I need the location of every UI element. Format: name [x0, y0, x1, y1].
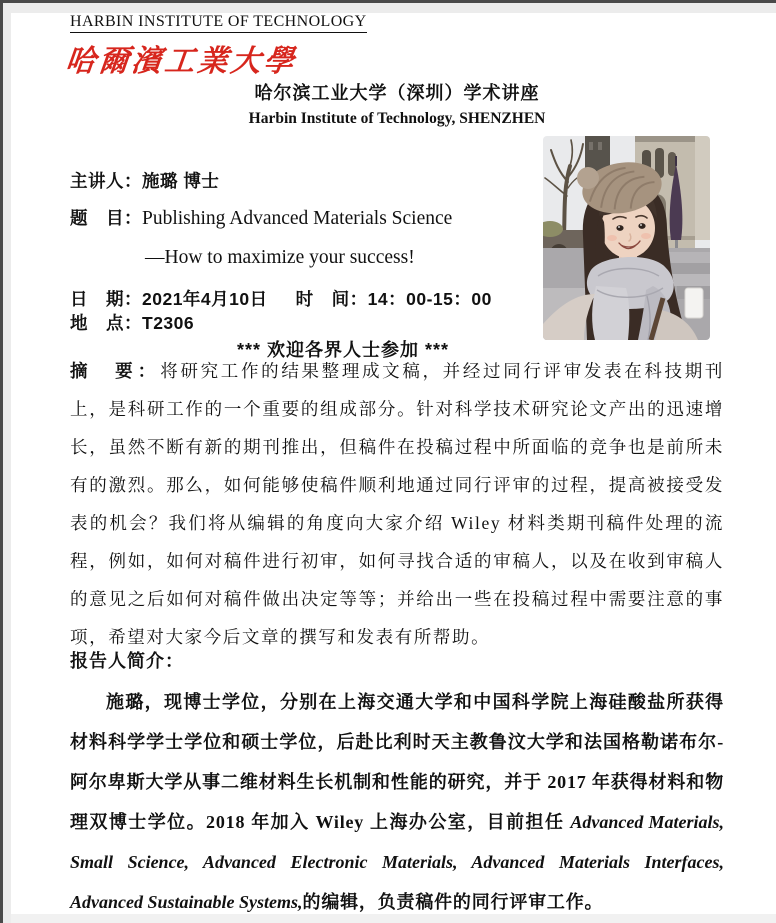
abstract-text: 将研究工作的结果整理成文稿，并经过同行评审发表在科技期刊上，是科研工作的一个重要的组成部分。针对科学技术研究论文产出的迅速增长，虽然不断有新的期刊推出，但稿件在投稿过程中所面临的竞争也是前所未有的激烈。那么，如何能够使稿件顺利地通过同行评审的过程，提高被接受发表的机会？我们将从编辑的角度向大家介绍 Wiley 材料类期刊稿件处理的流程，例如，如何对稿件进行初审，如何寻找合适的审稿人，以及在收到审稿人的意见之后如何对稿件做出决定等等；并给出一些在投稿过程中需要注意的事项，希望对大家今后文章的撰写和发表有所帮助。: [70, 361, 724, 647]
viewer-gutter-top: [0, 3, 776, 13]
datetime-line: [70, 286, 492, 311]
speaker-label: 主讲人：: [70, 171, 142, 191]
speaker-photo-illustration: [543, 136, 710, 340]
time-label: 时 间：: [295, 289, 368, 309]
speaker-name: 施璐 博士: [142, 171, 220, 191]
photo-cup: [685, 288, 703, 318]
photo-pompom: [577, 167, 599, 189]
bio-text-part2: 的编辑，负责稿件的同行评审工作。: [302, 892, 604, 912]
bio-section-label: 报告人简介：: [70, 651, 184, 671]
welcome-line: *** 欢迎各界人士参加 ***: [236, 340, 450, 360]
topic-subtitle: —How to maximize your success!: [145, 247, 415, 268]
topic-label: 题 目：: [70, 208, 142, 228]
university-calligraphy-logo: 哈爾濱工業大學: [63, 45, 299, 78]
topic-line: [70, 205, 452, 230]
bio-journal-list: Advanced Materials, Small Science, Advanced Electronic Materials, Advanced Materials Interfaces, Advanced Sustainable Systems,: [70, 812, 724, 912]
lecture-series-title-en: Harbin Institute of Technology, SHENZHEN: [248, 110, 546, 127]
speaker-line: [70, 168, 219, 193]
abstract-paragraph: [70, 352, 724, 656]
bio-paragraph: [70, 682, 724, 922]
bio-text-part1: 施璐，现博士学位，分别在上海交通大学和中国科学院上海硅酸盐所获得材料科学学士学位和硕士学位，后赴比利时天主教鲁汶大学和法国格勒诺布尔-阿尔卑斯大学从事二维材料生长机制和性能的研究，并于 2017 年获得材料和物理双博士学位。2018 年加入 Wiley 上海办公室，目前担任: [70, 692, 724, 832]
date-value: 2021年4月10日: [142, 289, 268, 309]
date-label: 日 期：: [70, 289, 142, 309]
lecture-series-title-cn: 哈尔滨工业大学（深圳）学术讲座: [254, 83, 540, 103]
university-name-english: HARBIN INSTITUTE OF TECHNOLOGY: [70, 13, 367, 33]
topic-title: Publishing Advanced Materials Science: [142, 208, 453, 229]
venue-label: 地 点：: [70, 313, 142, 333]
time-value: 14：00-15：00: [367, 289, 492, 309]
venue-value: T2306: [142, 313, 195, 333]
viewer-gutter-left: [3, 13, 11, 923]
venue-line: [70, 310, 194, 335]
abstract-label: 摘 要：: [70, 361, 161, 381]
speaker-photo: [543, 136, 710, 340]
